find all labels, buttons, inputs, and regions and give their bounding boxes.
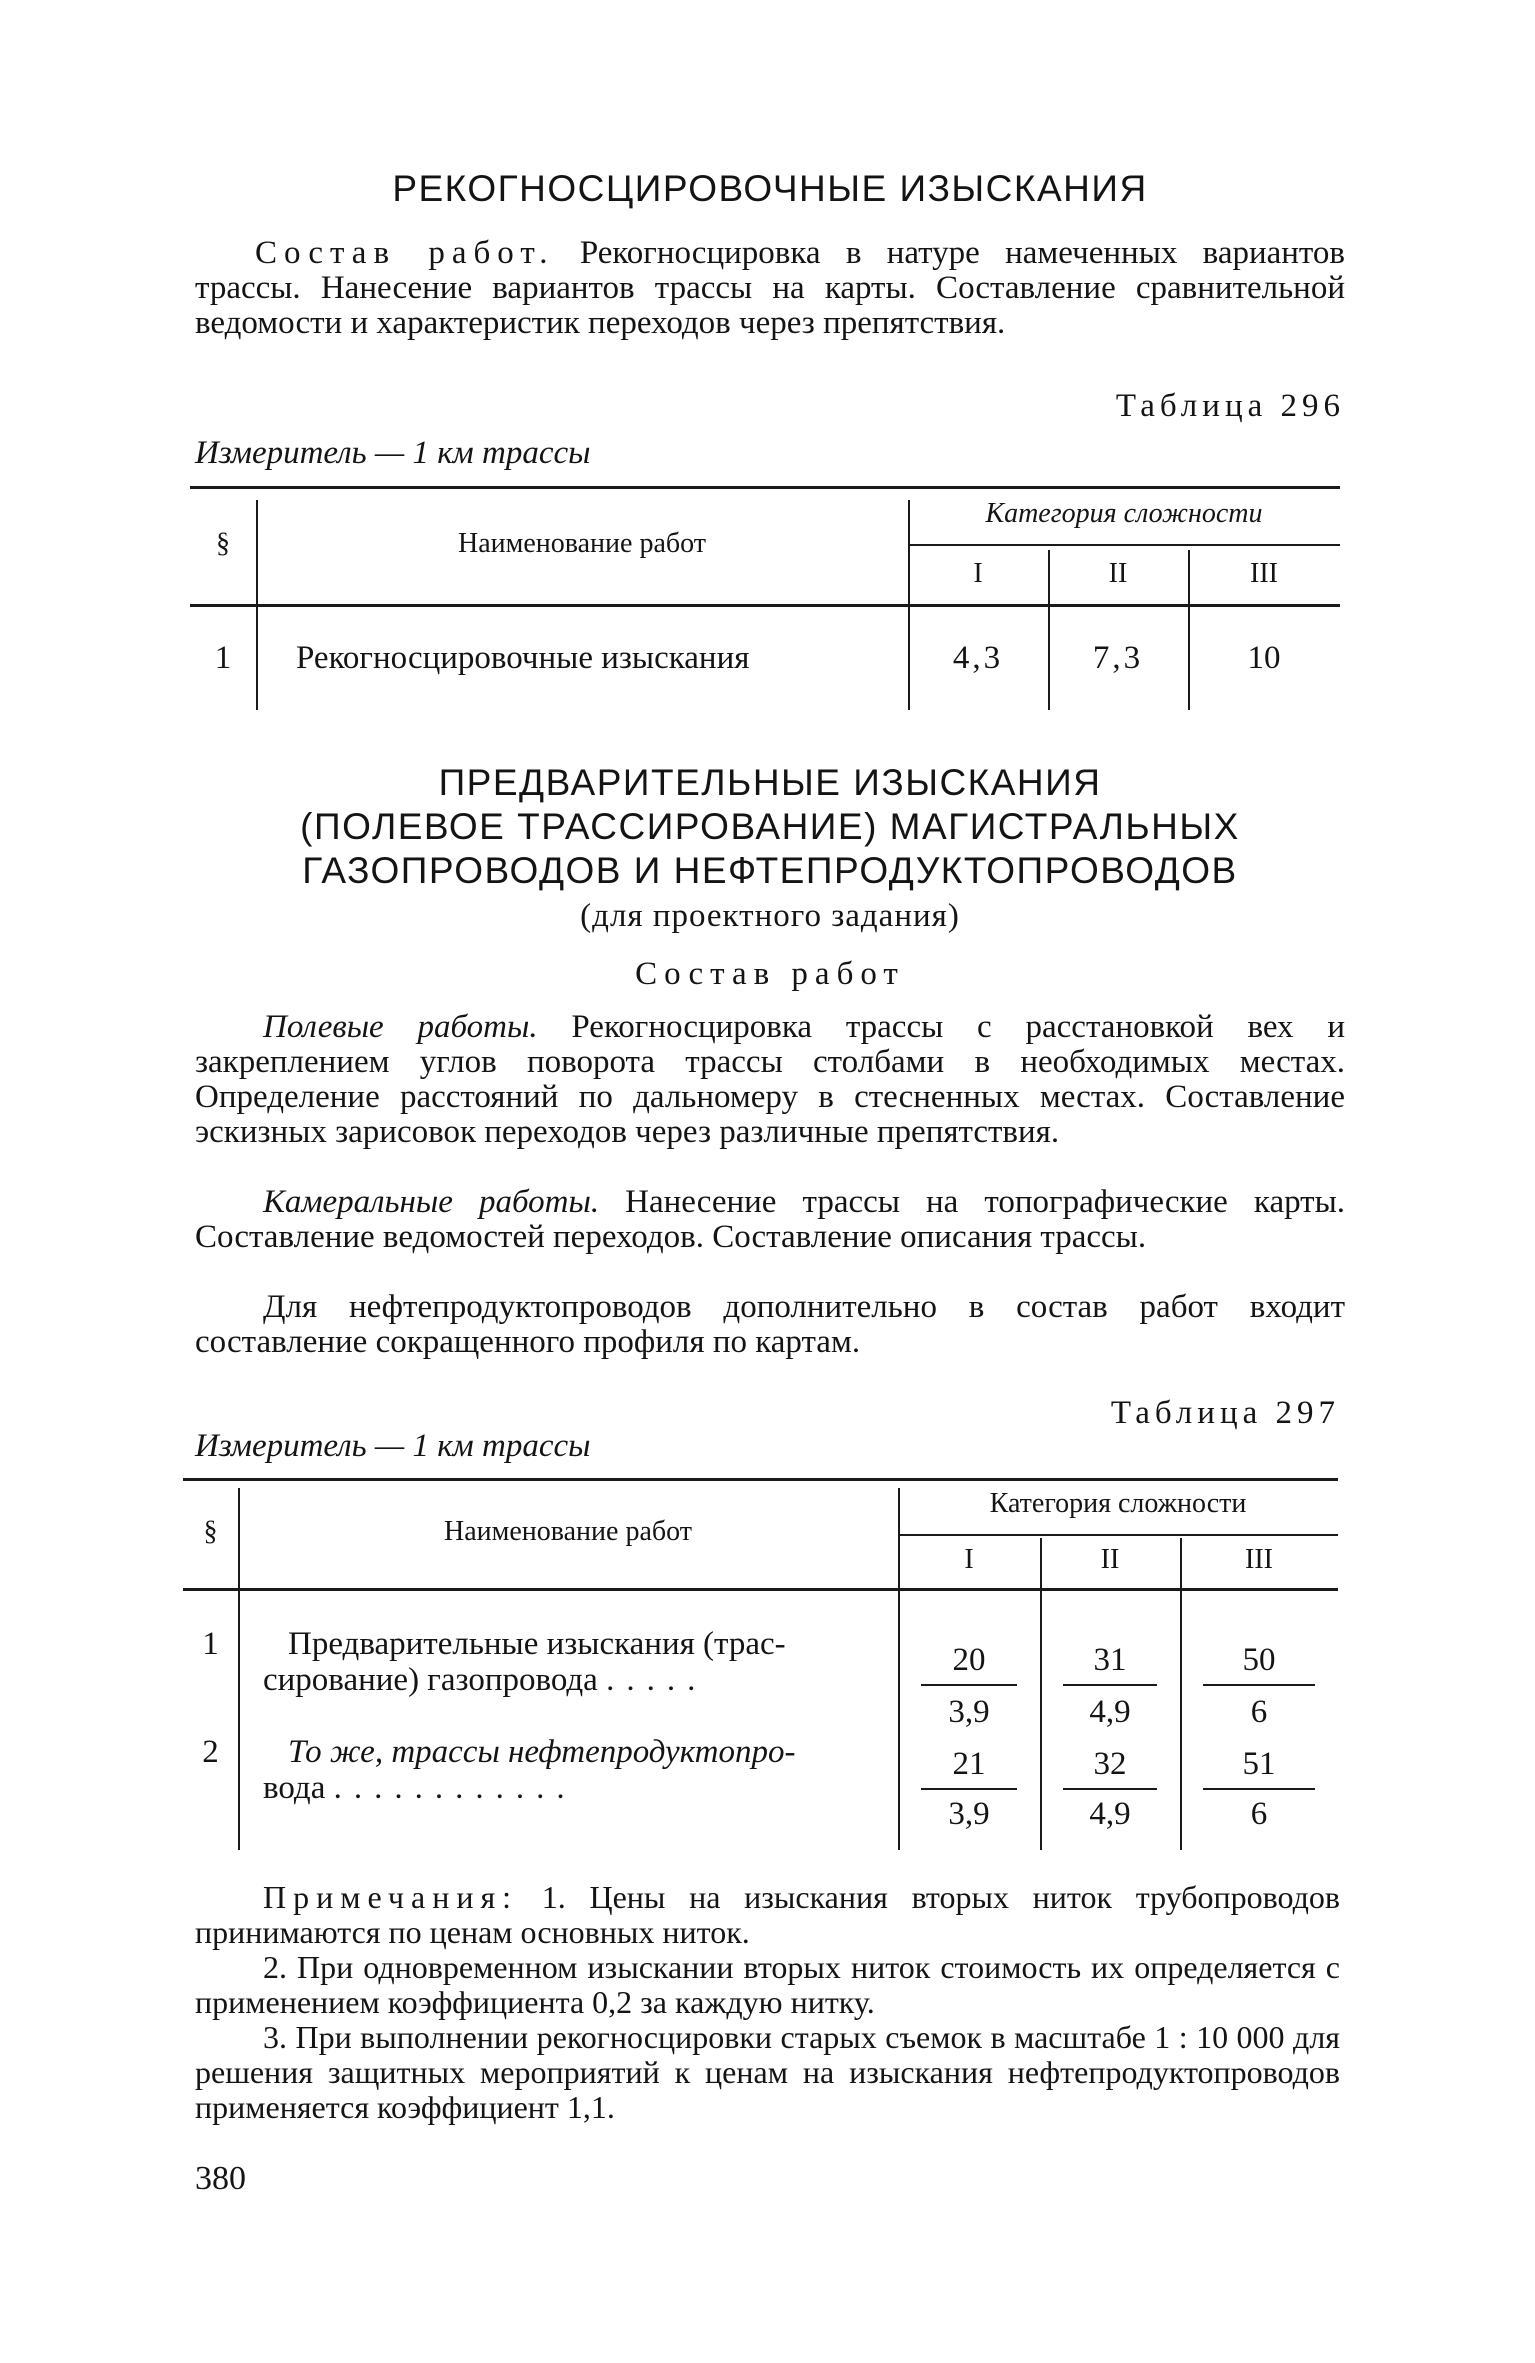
th-cat3: III: [1250, 558, 1278, 589]
fraction-bar: [921, 1788, 1017, 1790]
th-cat1: I: [964, 1544, 974, 1575]
fraction-denominator: 4,9: [1089, 1694, 1131, 1730]
notes-label: Примечания:: [263, 1879, 519, 1915]
note-1-text: 1. Цены на изыскания вторых ниток трубопроводов принимаются по ценам основных ниток.: [195, 1879, 1341, 1950]
th-section: §: [216, 528, 230, 559]
note-1: [195, 1880, 1340, 1950]
fraction-numerator: 50: [1242, 1642, 1276, 1678]
table-rule-top: [190, 486, 1340, 489]
office-works-label: Камеральные работы.: [263, 1184, 600, 1220]
th-name: Наименование работ: [458, 528, 706, 559]
table-row-name: Рекогносцировочные изыскания: [296, 640, 750, 676]
table-row-name-line1: Предварительные изыскания (трас-: [288, 1626, 786, 1662]
office-works-paragraph: [195, 1185, 1345, 1255]
fraction-numerator: 20: [952, 1642, 986, 1678]
table296-measure: Измеритель — 1 км трассы: [195, 435, 591, 471]
section2-subheading: (для проектного задания): [580, 898, 960, 934]
page-number: 380: [195, 2160, 246, 2197]
section1-composition-label: Состав работ.: [255, 235, 555, 271]
office-works-text: Нанесение трассы на топографические карты. Составление ведомостей переходов. Составление описания трассы.: [195, 1184, 1345, 1255]
table297: [183, 1478, 1338, 1858]
table-rule-subheader: [908, 544, 1340, 546]
section2-heading-line3: ГАЗОПРОВОДОВ И НЕФТЕПРОДУКТОПРОВОДОВ: [302, 850, 1238, 891]
table-row-name-line2: [263, 1770, 577, 1807]
table-row-value: 7,3: [1092, 640, 1144, 676]
table296: [190, 486, 1340, 716]
fraction-bar: [1203, 1788, 1315, 1790]
fraction-bar: [921, 1684, 1017, 1686]
leader-dots: ............: [333, 1770, 577, 1806]
table-row-value: 4,3: [952, 640, 1004, 676]
th-section: §: [203, 1516, 218, 1547]
table-rule-top: [183, 1478, 1338, 1481]
section1-heading: РЕКОГНОСЦИРОВОЧНЫЕ ИЗЫСКАНИЯ: [392, 168, 1148, 209]
th-category: Категория сложности: [989, 1488, 1247, 1519]
row-name-text: сирование) газопровода: [263, 1662, 598, 1698]
section2-heading-line2: (ПОЛЕВОЕ ТРАССИРОВАНИЕ) МАГИСТРАЛЬНЫХ: [300, 806, 1240, 847]
oil-pipeline-paragraph: Для нефтепродуктопроводов дополнительно в состав работ входит составление сокращенного профиля по картам.: [195, 1289, 1345, 1360]
table-rule-header: [190, 604, 1340, 607]
th-category: Категория сложности: [985, 498, 1263, 529]
section1-composition: [195, 236, 1345, 341]
fraction-numerator: 31: [1093, 1642, 1127, 1678]
table-rule-subheader: [898, 1534, 1338, 1536]
th-cat1: I: [973, 558, 983, 589]
table-rule-header: [183, 1588, 1338, 1591]
fraction-numerator: 51: [1242, 1746, 1276, 1782]
fraction-bar: [1063, 1788, 1157, 1790]
fraction-denominator: 3,9: [948, 1694, 990, 1730]
fraction-denominator: 3,9: [948, 1796, 990, 1832]
field-works-text: Рекогносцировка трассы с расстановкой вех и закреплением углов поворота трассы столбами в необходимых местах. Определение расстояний по дальномеру в стесненных местах. Составление эскизных зарисовок переходов через различные препятствия.: [195, 1009, 1346, 1150]
fraction-denominator: 4,9: [1089, 1796, 1131, 1832]
row-name-text: вода: [263, 1770, 326, 1806]
table-row-num: 1: [202, 1626, 219, 1662]
fraction-numerator: 21: [952, 1746, 986, 1782]
table-row-name-line2: [263, 1662, 707, 1699]
fraction-bar: [1063, 1684, 1157, 1686]
fraction-denominator: 6: [1250, 1796, 1268, 1832]
fraction-bar: [1203, 1684, 1315, 1686]
field-works-label: Полевые работы.: [263, 1009, 538, 1045]
table-col-divider: [908, 500, 910, 710]
table296-label: Таблица 296: [1115, 388, 1345, 424]
note-3: 3. При выполнении рекогносцировки старых съемок в масштабе 1 : 10 000 для решения защитных мероприятий к ценам на изыскания нефтепродуктопроводов применяется коэффициент 1,1.: [195, 2019, 1340, 2125]
th-cat3: III: [1245, 1544, 1273, 1575]
table-row-num: 1: [214, 640, 232, 676]
th-cat2: II: [1108, 558, 1128, 589]
section1-composition-text: Рекогносцировка в натуре намеченных вариантов трассы. Нанесение вариантов трассы на карты. Составление сравнительной ведомости и характеристик переходов через препятствия.: [195, 235, 1346, 341]
section2-composition-title: Состав работ: [635, 956, 905, 992]
fraction-denominator: 6: [1250, 1694, 1268, 1730]
note-2: 2. При одновременном изыскании вторых ниток стоимость их определяется с применением коэффициента 0,2 за каждую нитку.: [195, 1949, 1340, 2020]
th-name: Наименование работ: [444, 1516, 692, 1547]
table-row-value: 10: [1247, 640, 1281, 676]
table-row-num: 2: [202, 1734, 219, 1770]
section2-heading-line1: ПРЕДВАРИТЕЛЬНЫЕ ИЗЫСКАНИЯ: [438, 762, 1102, 803]
leader-dots: .....: [606, 1662, 708, 1698]
th-cat2: II: [1100, 1544, 1120, 1575]
table297-label: Таблица 297: [1110, 1395, 1340, 1431]
table297-measure: Измеритель — 1 км трассы: [195, 1428, 591, 1464]
field-works-paragraph: [195, 1010, 1345, 1150]
fraction-numerator: 32: [1093, 1746, 1127, 1782]
table-row-name-line1: То же, трассы нефтепродуктопро-: [288, 1734, 796, 1770]
